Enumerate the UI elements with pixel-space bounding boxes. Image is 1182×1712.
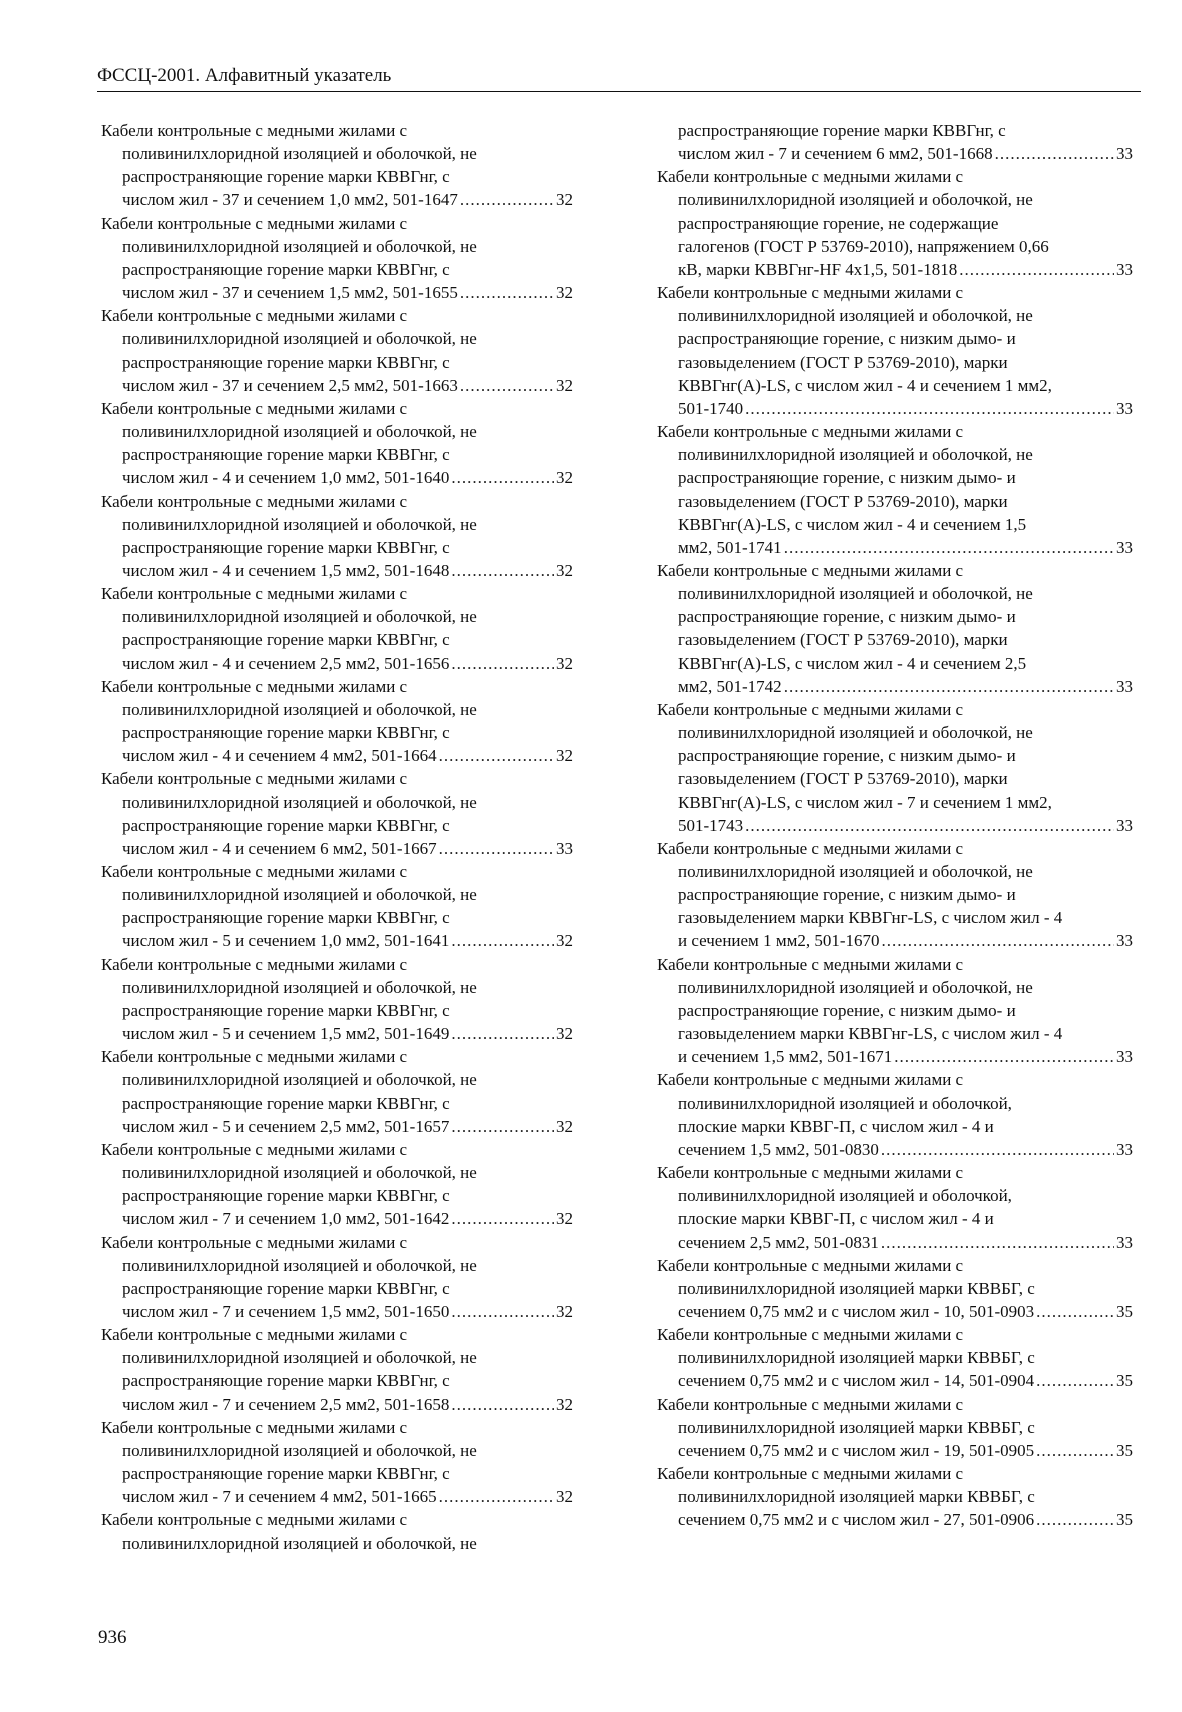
index-entry-page: 33 <box>556 838 573 858</box>
index-entry-line: Кабели контрольные с медными жилами с <box>101 584 408 604</box>
index-entry-line: Кабели контрольные с медными жилами с <box>101 306 408 326</box>
index-entry-last-line <box>101 744 573 767</box>
dot-leader <box>451 1393 554 1416</box>
index-entry-line: Кабели контрольные с медными жилами с <box>101 121 408 140</box>
index-entry-line: плоские марки КВВГ-П, с числом жил - 4 и <box>678 1116 994 1136</box>
index-entry <box>657 698 1133 837</box>
index-entry-line: газовыделением марки КВВГнг-LS, с числом жил - 4 <box>678 1024 1063 1044</box>
index-entry-line: поливинилхлоридной изоляцией и оболочкой, не <box>122 236 477 256</box>
index-entry-line: поливинилхлоридной изоляцией и оболочкой, не <box>122 422 477 442</box>
index-entry <box>101 582 573 675</box>
index-entry-last-line <box>101 1300 573 1323</box>
index-entry-line: распространяющие горение марки КВВГнг, с <box>122 1093 450 1113</box>
dot-leader <box>784 675 1114 698</box>
dot-leader <box>451 1207 554 1230</box>
index-entry-line: поливинилхлоридной изоляцией и оболочкой, не <box>122 885 477 905</box>
index-entry-line: поливинилхлоридной изоляцией и оболочкой, не <box>122 1440 477 1460</box>
index-entry <box>657 837 1133 953</box>
index-entry-line: распространяющие горение, с низким дымо- и <box>678 329 1016 349</box>
dot-leader <box>1036 1508 1114 1531</box>
index-entry-last-line <box>101 466 573 489</box>
index-entry <box>657 1462 1133 1531</box>
index-entry-text: числом жил - 4 и сечением 1,5 мм2, 501-1648 <box>122 560 450 580</box>
index-entry <box>101 1508 573 1554</box>
index-entry <box>101 119 573 212</box>
index-entry-line: Кабели контрольные с медными жилами с <box>657 560 964 580</box>
index-entry-line: Кабели контрольные с медными жилами с <box>657 167 964 187</box>
dot-leader <box>460 188 554 211</box>
index-entry-last-line <box>101 1485 573 1508</box>
index-entry-line: Кабели контрольные с медными жилами с <box>101 676 408 696</box>
index-entry-line: распространяющие горение, с низким дымо- и <box>678 746 1016 766</box>
index-entry-text: числом жил - 4 и сечением 4 мм2, 501-1664 <box>122 746 437 766</box>
index-entry-text: числом жил - 7 и сечением 1,0 мм2, 501-1642 <box>122 1209 450 1229</box>
index-entry-text: сечением 1,5 мм2, 501-0830 <box>678 1139 879 1159</box>
index-entry-page: 33 <box>1116 676 1133 696</box>
index-entry-text: и сечением 1,5 мм2, 501-1671 <box>678 1047 893 1067</box>
index-entry <box>101 304 573 397</box>
index-entry-page: 32 <box>556 190 573 210</box>
index-entry-text: числом жил - 4 и сечением 6 мм2, 501-1667 <box>122 838 437 858</box>
index-entry-last-line <box>657 814 1133 837</box>
index-entry <box>657 1393 1133 1462</box>
index-entry-line: Кабели контрольные с медными жилами с <box>101 1139 408 1159</box>
index-entry-text: числом жил - 37 и сечением 1,0 мм2, 501-1647 <box>122 190 458 210</box>
index-entry-line: поливинилхлоридной изоляцией и оболочкой, не <box>122 1533 477 1553</box>
index-entry-last-line <box>657 258 1133 281</box>
dot-leader <box>460 374 554 397</box>
index-entry-line: поливинилхлоридной изоляцией и оболочкой, не <box>122 144 477 164</box>
dot-leader <box>881 1138 1114 1161</box>
index-entry-line: поливинилхлоридной изоляцией и оболочкой, не <box>678 306 1033 326</box>
index-entry-text: числом жил - 37 и сечением 2,5 мм2, 501-1663 <box>122 375 458 395</box>
index-entry-line: поливинилхлоридной изоляцией и оболочкой, <box>678 1186 1012 1206</box>
index-entry-line: Кабели контрольные с медными жилами с <box>101 1232 408 1252</box>
index-entry-text: числом жил - 4 и сечением 1,0 мм2, 501-1640 <box>122 468 450 488</box>
index-entry-line: Кабели контрольные с медными жилами с <box>101 769 408 789</box>
index-entry-line: поливинилхлоридной изоляцией и оболочкой, не <box>122 1348 477 1368</box>
index-entry-line: Кабели контрольные с медными жилами с <box>657 1255 964 1275</box>
index-entry-line: газовыделением (ГОСТ Р 53769-2010), марки <box>678 491 1008 511</box>
index-entry-page: 33 <box>1116 815 1133 835</box>
index-entry-line: Кабели контрольные с медными жилами с <box>657 283 964 303</box>
index-entry-page: 33 <box>1116 398 1133 418</box>
dot-leader <box>451 1115 554 1138</box>
dot-leader <box>451 559 554 582</box>
index-entry <box>101 397 573 490</box>
index-entry-line: распространяющие горение марки КВВГнг, с <box>122 723 450 743</box>
index-entry-line: Кабели контрольные с медными жилами с <box>657 838 964 858</box>
index-entry-line: распространяющие горение марки КВВГнг, с <box>122 1464 450 1484</box>
index-entry-line: распространяющие горение марки КВВГнг, с <box>122 815 450 835</box>
index-entry-line: поливинилхлоридной изоляцией марки КВВБГ, с <box>678 1348 1035 1368</box>
index-entry-line: поливинилхлоридной изоляцией марки КВВБГ, с <box>678 1417 1035 1437</box>
index-entry-line: газовыделением (ГОСТ Р 53769-2010), марки <box>678 630 1008 650</box>
index-entry <box>101 1231 573 1324</box>
index-entry-last-line <box>657 1138 1133 1161</box>
index-entry-line: поливинилхлоридной изоляцией и оболочкой, не <box>122 977 477 997</box>
index-entry-page: 32 <box>556 560 573 580</box>
index-entry-page: 35 <box>1116 1371 1133 1391</box>
index-entry <box>101 1138 573 1231</box>
index-column-left <box>101 119 573 1555</box>
index-entry <box>101 1416 573 1509</box>
index-entry-line: распространяющие горение марки КВВГнг, с <box>122 352 450 372</box>
index-entry <box>657 1068 1133 1161</box>
index-entry-last-line <box>101 188 573 211</box>
index-entry <box>657 1254 1133 1323</box>
index-entry-last-line <box>657 1369 1133 1392</box>
index-entry-line: Кабели контрольные с медными жилами с <box>657 1394 964 1414</box>
index-entry-line: поливинилхлоридной изоляцией марки КВВБГ, с <box>678 1278 1035 1298</box>
index-entry-line: Кабели контрольные с медными жилами с <box>101 213 408 233</box>
index-entry-text: числом жил - 5 и сечением 1,0 мм2, 501-1641 <box>122 931 450 951</box>
index-entry-line: газовыделением (ГОСТ Р 53769-2010), марки <box>678 352 1008 372</box>
dot-leader <box>1036 1439 1114 1462</box>
index-entry-line: распространяющие горение марки КВВГнг, с <box>678 121 1006 140</box>
dot-leader <box>1036 1300 1114 1323</box>
index-entry-line: поливинилхлоридной изоляцией и оболочкой, не <box>122 514 477 534</box>
index-entry-line: поливинилхлоридной изоляцией и оболочкой, не <box>122 792 477 812</box>
index-entry-line: Кабели контрольные с медными жилами с <box>657 422 964 442</box>
index-entry-last-line <box>101 559 573 582</box>
index-entry-page: 32 <box>556 1024 573 1044</box>
dot-leader <box>451 652 554 675</box>
dot-leader <box>439 744 554 767</box>
index-entry-page: 32 <box>556 1116 573 1136</box>
index-entry-text: числом жил - 7 и сечением 6 мм2, 501-1668 <box>678 144 993 164</box>
index-entry-last-line <box>657 142 1133 165</box>
dot-leader <box>894 1045 1114 1068</box>
dot-leader <box>451 1300 554 1323</box>
index-entry-line: Кабели контрольные с медными жилами с <box>101 1325 408 1345</box>
index-entry-line: распространяющие горение, не содержащие <box>678 213 999 233</box>
dot-leader <box>959 258 1114 281</box>
index-entry-text: числом жил - 37 и сечением 1,5 мм2, 501-1655 <box>122 283 458 303</box>
index-entry-line: Кабели контрольные с медными жилами с <box>101 1417 408 1437</box>
index-entry <box>101 953 573 1046</box>
index-entry <box>101 1045 573 1138</box>
index-entry-line: Кабели контрольные с медными жилами с <box>657 954 964 974</box>
index-entry <box>657 119 1133 165</box>
index-entry-line: КВВГнг(А)-LS, с числом жил - 4 и сечением 1 мм2, <box>678 375 1052 395</box>
index-entry-last-line <box>657 1508 1133 1531</box>
index-entry-line: поливинилхлоридной изоляцией и оболочкой, не <box>122 699 477 719</box>
index-entry-line: Кабели контрольные с медными жилами с <box>101 954 408 974</box>
index-entry-line: распространяющие горение марки КВВГнг, с <box>122 445 450 465</box>
index-entry-last-line <box>657 397 1133 420</box>
index-entry-line: распространяющие горение марки КВВГнг, с <box>122 537 450 557</box>
index-entry-text: числом жил - 4 и сечением 2,5 мм2, 501-1656 <box>122 653 450 673</box>
index-entry-last-line <box>657 1045 1133 1068</box>
index-entry-page: 32 <box>556 1394 573 1414</box>
index-entry-line: поливинилхлоридной изоляцией марки КВВБГ, с <box>678 1487 1035 1507</box>
index-entry-last-line <box>657 929 1133 952</box>
index-entry-last-line <box>101 1115 573 1138</box>
index-entry-page: 33 <box>1116 259 1133 279</box>
index-entry-last-line <box>101 1207 573 1230</box>
index-entry-line: распространяющие горение, с низким дымо- и <box>678 468 1016 488</box>
index-entry-line: поливинилхлоридной изоляцией и оболочкой, не <box>122 329 477 349</box>
dot-leader <box>784 536 1114 559</box>
index-entry-line: распространяющие горение марки КВВГнг, с <box>122 1278 450 1298</box>
dot-leader <box>439 837 554 860</box>
index-entry-text: числом жил - 7 и сечением 1,5 мм2, 501-1650 <box>122 1301 450 1321</box>
index-entry-line: КВВГнг(А)-LS, с числом жил - 4 и сечением 1,5 <box>678 514 1027 534</box>
dot-leader <box>451 466 554 489</box>
index-entry-last-line <box>101 929 573 952</box>
index-entry-line: поливинилхлоридной изоляцией и оболочкой, не <box>122 1163 477 1183</box>
index-entry-line: поливинилхлоридной изоляцией и оболочкой, не <box>122 607 477 627</box>
index-entry-line: поливинилхлоридной изоляцией и оболочкой, не <box>678 190 1033 210</box>
index-column-right <box>657 119 1133 1532</box>
index-entry <box>101 212 573 305</box>
index-entry-text: мм2, 501-1742 <box>678 676 782 696</box>
dot-leader <box>881 1231 1114 1254</box>
dot-leader <box>882 929 1115 952</box>
dot-leader <box>439 1485 554 1508</box>
index-entry-line: поливинилхлоридной изоляцией и оболочкой, не <box>678 723 1033 743</box>
index-entry-line: Кабели контрольные с медными жилами с <box>101 862 408 881</box>
index-entry-line: поливинилхлоридной изоляцией и оболочкой, не <box>678 445 1033 465</box>
index-entry <box>101 1323 573 1416</box>
header-title: ФССЦ-2001. Алфавитный указатель <box>97 65 392 86</box>
index-entry-line: поливинилхлоридной изоляцией и оболочкой, не <box>678 862 1033 881</box>
index-entry-page: 35 <box>1116 1440 1133 1460</box>
index-entry-line: поливинилхлоридной изоляцией и оболочкой, не <box>122 1070 477 1090</box>
index-entry <box>657 953 1133 1069</box>
index-entry-page: 32 <box>556 375 573 395</box>
index-entry-line: поливинилхлоридной изоляцией и оболочкой, не <box>678 584 1033 604</box>
index-entry-text: сечением 2,5 мм2, 501-0831 <box>678 1232 879 1252</box>
index-entry-line: Кабели контрольные с медными жилами с <box>657 1163 964 1183</box>
index-entry <box>101 490 573 583</box>
index-entry-text: мм2, 501-1741 <box>678 537 782 557</box>
index-entry-page: 33 <box>1116 537 1133 557</box>
index-entry-line: поливинилхлоридной изоляцией и оболочкой, <box>678 1093 1012 1113</box>
index-entry-line: распространяющие горение марки КВВГнг, с <box>122 1000 450 1020</box>
index-entry-last-line <box>101 281 573 304</box>
index-entry-text: сечением 0,75 мм2 и с числом жил - 19, 501-0905 <box>678 1440 1035 1460</box>
index-entry-last-line <box>101 374 573 397</box>
page-header <box>97 64 1141 92</box>
index-entry-line: плоские марки КВВГ-П, с числом жил - 4 и <box>678 1209 994 1229</box>
index-entry-line: Кабели контрольные с медными жилами с <box>657 699 964 719</box>
index-entry-last-line <box>101 837 573 860</box>
index-entry-line: Кабели контрольные с медными жилами с <box>657 1464 964 1484</box>
index-entry-line: КВВГнг(А)-LS, с числом жил - 7 и сечением 1 мм2, <box>678 792 1052 812</box>
index-entry-line: распространяющие горение марки КВВГнг, с <box>122 908 450 928</box>
index-entry-text: сечением 0,75 мм2 и с числом жил - 10, 501-0903 <box>678 1301 1035 1321</box>
index-entry-text: числом жил - 5 и сечением 1,5 мм2, 501-1649 <box>122 1024 450 1044</box>
index-entry-last-line <box>657 1300 1133 1323</box>
index-entry-page: 32 <box>556 283 573 303</box>
index-entry-page: 32 <box>556 746 573 766</box>
index-entry-line: распространяющие горение марки КВВГнг, с <box>122 1371 450 1391</box>
index-entry-line: распространяющие горение марки КВВГнг, с <box>122 259 450 279</box>
index-entry-text: числом жил - 7 и сечением 4 мм2, 501-1665 <box>122 1487 437 1507</box>
index-entry-page: 35 <box>1116 1301 1133 1321</box>
index-entry-line: Кабели контрольные с медными жилами с <box>657 1070 964 1090</box>
index-entry <box>101 767 573 860</box>
index-entry <box>657 165 1133 281</box>
index-entry-line: распространяющие горение марки КВВГнг, с <box>122 167 450 187</box>
index-entry-line: распространяющие горение, с низким дымо- и <box>678 885 1016 905</box>
index-entry-page: 32 <box>556 1209 573 1229</box>
index-entry <box>657 420 1133 559</box>
dot-leader <box>745 814 1114 837</box>
index-entry-page: 33 <box>1116 144 1133 164</box>
index-entry-line: поливинилхлоридной изоляцией и оболочкой, не <box>678 977 1033 997</box>
index-entry-line: распространяющие горение марки КВВГнг, с <box>122 630 450 650</box>
index-entry-line: Кабели контрольные с медными жилами с <box>101 491 408 511</box>
index-entry-text: кВ, марки КВВГнг-HF 4x1,5, 501-1818 <box>678 259 958 279</box>
index-entry-text: числом жил - 7 и сечением 2,5 мм2, 501-1658 <box>122 1394 450 1414</box>
page-number: 936 <box>98 1627 127 1648</box>
dot-leader <box>1036 1369 1114 1392</box>
index-entry-text: сечением 0,75 мм2 и с числом жил - 14, 501-0904 <box>678 1371 1035 1391</box>
index-entry-line: галогенов (ГОСТ Р 53769-2010), напряжением 0,66 <box>678 236 1049 256</box>
index-entry-line: поливинилхлоридной изоляцией и оболочкой, не <box>122 1255 477 1275</box>
index-entry <box>101 675 573 768</box>
index-entry-text: 501-1740 <box>678 398 744 418</box>
index-entry <box>657 559 1133 698</box>
index-entry-page: 32 <box>556 931 573 951</box>
index-entry-page: 32 <box>556 1487 573 1507</box>
index-entry-line: газовыделением марки КВВГнг-LS, с числом жил - 4 <box>678 908 1063 928</box>
index-entry-last-line <box>657 536 1133 559</box>
index-entry-page: 32 <box>556 468 573 488</box>
index-entry-text: 501-1743 <box>678 815 744 835</box>
index-entry-line: газовыделением (ГОСТ Р 53769-2010), марки <box>678 769 1008 789</box>
index-entry-text: сечением 0,75 мм2 и с числом жил - 27, 501-0906 <box>678 1510 1035 1530</box>
index-entry <box>101 860 573 953</box>
index-entry-last-line <box>657 1231 1133 1254</box>
index-entry-page: 33 <box>1116 931 1133 951</box>
dot-leader <box>451 1022 554 1045</box>
index-entry-last-line <box>657 1439 1133 1462</box>
index-entry-line: Кабели контрольные с медными жилами с <box>101 1510 408 1530</box>
index-entry <box>657 1323 1133 1392</box>
index-entry-line: распространяющие горение, с низким дымо- и <box>678 1000 1016 1020</box>
index-entry-line: Кабели контрольные с медными жилами с <box>101 398 408 418</box>
index-entry-last-line <box>657 675 1133 698</box>
dot-leader <box>745 397 1114 420</box>
index-entry-page: 33 <box>1116 1139 1133 1159</box>
index-entry-page: 33 <box>1116 1047 1133 1067</box>
index-entry-text: числом жил - 5 и сечением 2,5 мм2, 501-1657 <box>122 1116 450 1136</box>
index-entry-last-line <box>101 652 573 675</box>
index-entry-line: распространяющие горение марки КВВГнг, с <box>122 1186 450 1206</box>
index-entry-page: 32 <box>556 653 573 673</box>
index-entry-text: и сечением 1 мм2, 501-1670 <box>678 931 880 951</box>
index-entry <box>657 281 1133 420</box>
index-entry-last-line <box>101 1022 573 1045</box>
index-entry-page: 35 <box>1116 1510 1133 1530</box>
index-entry-line: Кабели контрольные с медными жилами с <box>657 1325 964 1345</box>
index-entry-line: распространяющие горение, с низким дымо- и <box>678 607 1016 627</box>
index-entry-last-line <box>101 1393 573 1416</box>
dot-leader <box>460 281 554 304</box>
index-entry-line: КВВГнг(А)-LS, с числом жил - 4 и сечением 2,5 <box>678 653 1027 673</box>
index-entry-page: 33 <box>1116 1232 1133 1252</box>
index-entry-line: Кабели контрольные с медными жилами с <box>101 1047 408 1067</box>
index-entry <box>657 1161 1133 1254</box>
index-entry-page: 32 <box>556 1301 573 1321</box>
dot-leader <box>995 142 1114 165</box>
dot-leader <box>451 929 554 952</box>
